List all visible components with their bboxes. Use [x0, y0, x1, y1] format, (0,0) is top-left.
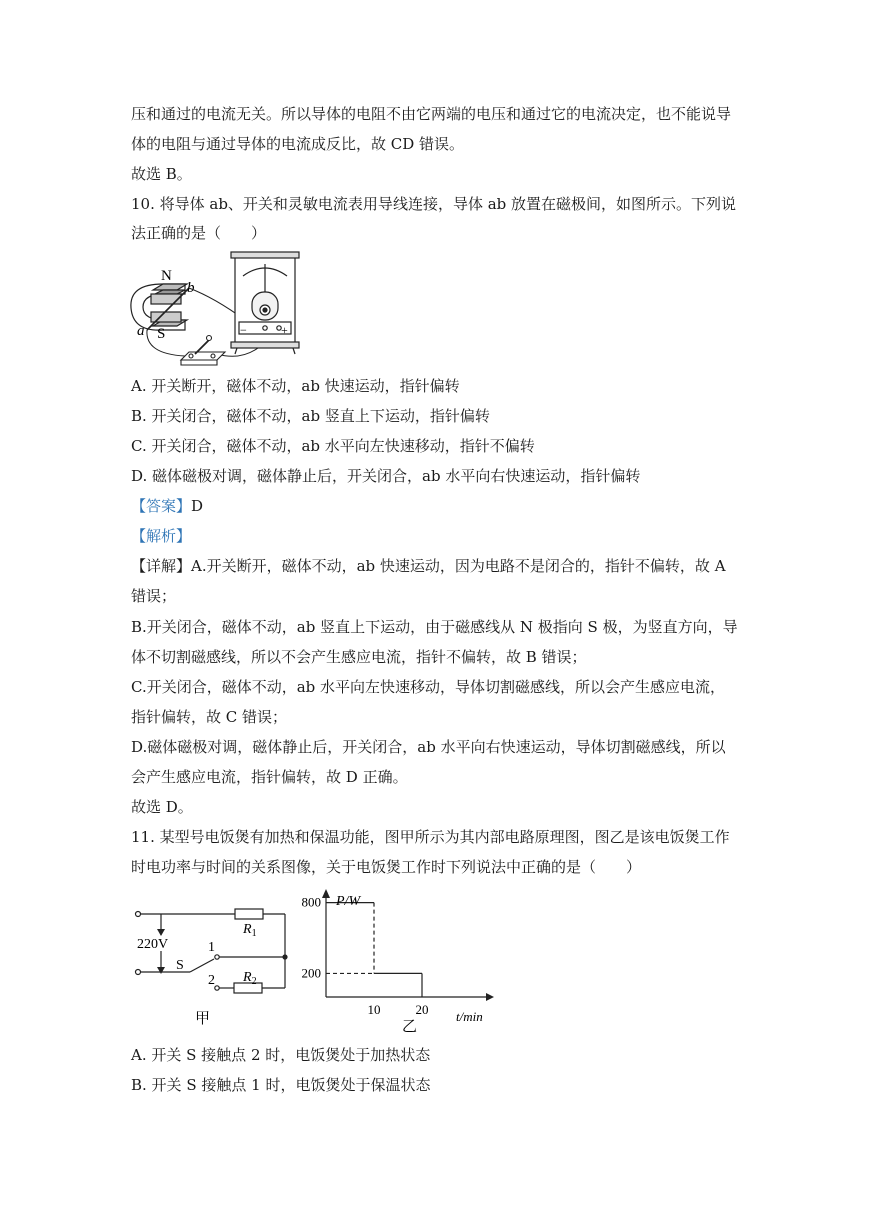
detail-text-1: A.开关断开，磁体不动，ab 快速运动，因为电路不是闭合的，指针不偏转，故 A [191, 557, 726, 575]
magnet-label-s: S [157, 326, 166, 342]
voltage-label: 220V [137, 937, 169, 952]
y-tick-label: 200 [301, 965, 321, 981]
question-10-option-a: A. 开关断开，磁体不动，ab 快速运动，指针偏转 [131, 377, 460, 395]
detail-line-8: 会产生感应电流，指针偏转，故 D 正确。 [131, 768, 408, 786]
question-11-option-b: B. 开关 S 接触点 1 时，电饭煲处于保温状态 [131, 1076, 431, 1094]
y-axis-label: P/W [336, 894, 361, 909]
x-tick-label: 10 [367, 1002, 381, 1017]
question-10-option-c: C. 开关闭合，磁体不动，ab 水平向左快速移动，指针不偏转 [131, 437, 535, 455]
circuit-diagram [128, 893, 298, 1033]
question-10-stem-1: 10. 将导体 ab、开关和灵敏电流表用导线连接，导体 ab 放置在磁极间，如图所示。下列说 [131, 195, 737, 213]
power-time-chart [290, 884, 500, 1034]
resistor-1-label: $R_1$ [243, 922, 257, 939]
text-line-1: 压和通过的电流无关。所以导体的电阻不由它两端的电压和通过它的电流决定，也不能说导 [131, 105, 732, 123]
question-11-stem-1: 11. 某型号电饭煲有加热和保温功能，图甲所示为其内部电路原理图，图乙是该电饭煲工作 [131, 828, 730, 846]
galvanometer [231, 252, 299, 354]
magnet-label-n: N [161, 268, 172, 284]
question-10-stem-2: 法正确的是（ ） [131, 224, 267, 242]
contact-1-label: 1 [208, 940, 215, 955]
question-10-option-d: D. 磁体磁极对调，磁体静止后，开关闭合，ab 水平向右快速运动，指针偏转 [131, 467, 641, 485]
knife-switch [181, 336, 225, 366]
detail-line-3: B.开关闭合，磁体不动，ab 竖直上下运动，由于磁感线从 N 极指向 S 极，为竖直方向，导 [131, 618, 738, 636]
x-axis-label: t/min [456, 1009, 483, 1024]
detail-line-6: 指针偏转，故 C 错误； [131, 708, 288, 726]
question-11-option-a: A. 开关 S 接触点 2 时，电饭煲处于加热状态 [131, 1046, 431, 1064]
circuit-caption: 甲 [195, 1011, 211, 1027]
switch-label: S [176, 958, 184, 973]
x-tick-label: 20 [415, 1002, 429, 1017]
detail-line-7: D.磁体磁极对调，磁体静止后，开关闭合，ab 水平向右快速运动，导体切割磁感线，所以 [131, 738, 726, 756]
answer-label: 【答案】 [131, 497, 192, 515]
detail-line-2: 错误； [131, 587, 177, 605]
detail-line-9: 故选 D。 [131, 798, 193, 816]
detail-line-5: C.开关闭合，磁体不动，ab 水平向左快速移动，导体切割磁感线，所以会产生感应电流， [131, 678, 726, 696]
galvanometer-terminal-plus: + [281, 323, 288, 337]
detail-label: 【详解】 [131, 557, 192, 575]
resistor-2-label: $R_2$ [243, 970, 257, 987]
conductor-label-a: a [137, 323, 145, 339]
detail-line-4: 体不切割磁感线，所以不会产生感应电流，指针不偏转，故 B 错误； [131, 648, 587, 666]
text-line-3: 故选 B。 [131, 165, 192, 183]
y-tick-label: 800 [301, 894, 321, 910]
contact-2-label: 2 [208, 973, 215, 988]
question-10-figure [125, 250, 305, 370]
galvanometer-terminal-minus: − [240, 323, 247, 337]
conductor-label-b: b [187, 280, 195, 296]
answer-value: D [191, 497, 204, 515]
chart-caption: 乙 [402, 1019, 418, 1034]
question-11-stem-2: 时电功率与时间的关系图像，关于电饭煲工作时下列说法中正确的是（ ） [131, 858, 642, 876]
question-10-option-b: B. 开关闭合，磁体不动，ab 竖直上下运动，指针偏转 [131, 407, 490, 425]
detail-line-1 [131, 556, 726, 576]
answer-line [131, 496, 203, 516]
x-axis-arrow [486, 993, 494, 1001]
analysis-label: 【解析】 [131, 527, 192, 545]
text-line-2: 体的电阻与通过导体的电流成反比，故 CD 错误。 [131, 135, 465, 153]
y-axis-arrow [322, 889, 330, 898]
